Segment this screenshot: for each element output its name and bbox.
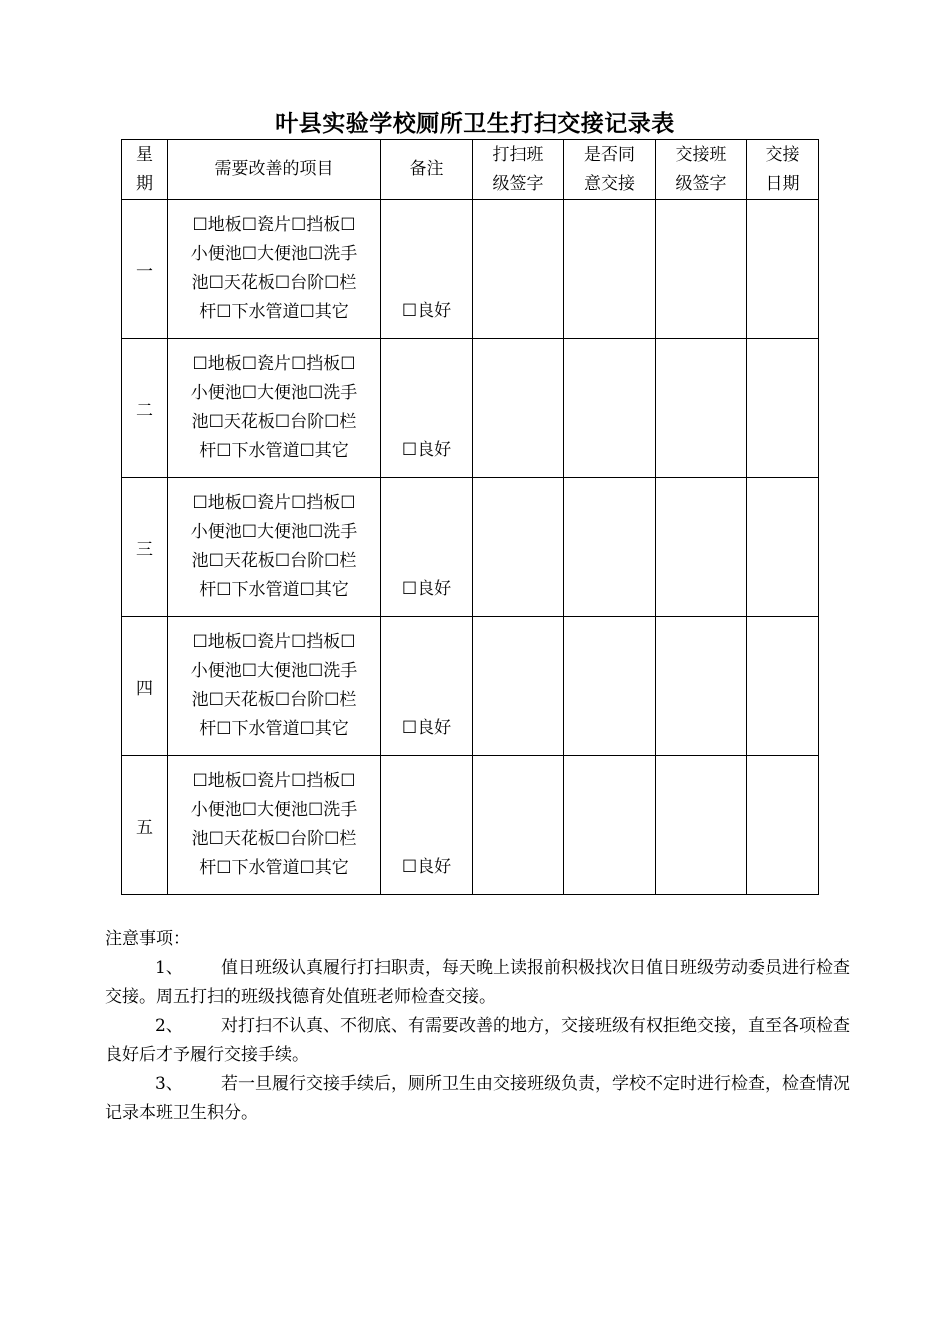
handover-date-cell[interactable]	[747, 617, 819, 756]
receiver-signature-cell[interactable]	[656, 478, 747, 617]
agree-handover-cell[interactable]	[564, 200, 656, 339]
items-cell[interactable]	[168, 756, 381, 895]
items-cell[interactable]	[168, 339, 381, 478]
table-row	[122, 478, 819, 617]
items-line: 杆☐下水管道☐其它	[199, 858, 349, 878]
table-row	[122, 339, 819, 478]
note-good-checkbox: ☐良好	[401, 717, 452, 738]
items-cell[interactable]	[168, 200, 381, 339]
day-cell: 二	[122, 339, 168, 478]
cleaner-signature-cell[interactable]	[473, 339, 564, 478]
items-line: 池☐天花板☐台阶☐栏	[191, 273, 357, 293]
header-day: 星 期	[122, 140, 168, 200]
handover-date-cell[interactable]	[747, 200, 819, 339]
page-title: 叶县实验学校厕所卫生打扫交接记录表	[275, 110, 675, 137]
items-line: 池☐天花板☐台阶☐栏	[191, 690, 357, 710]
items-line: 小便池☐大便池☐洗手	[190, 522, 358, 542]
receiver-signature-cell[interactable]	[656, 756, 747, 895]
cleaner-signature-cell[interactable]	[473, 617, 564, 756]
header-receiver-signature: 交接班 级签字	[656, 140, 747, 200]
header-cleaner-signature: 打扫班 级签字	[473, 140, 564, 200]
note-item-2: 2、 对打扫不认真、不彻底、有需要改善的地方，交接班级有权拒绝交接，直至各项检查良好后才予履行交接手续。	[105, 1016, 850, 1065]
day-cell: 一	[122, 200, 168, 339]
note-cell[interactable]	[381, 200, 473, 339]
notes-section	[105, 925, 850, 1128]
agree-handover-cell[interactable]	[564, 756, 656, 895]
table-row	[122, 756, 819, 895]
receiver-signature-cell[interactable]	[656, 617, 747, 756]
items-line: ☐地板☐瓷片☐挡板☐	[192, 493, 356, 513]
note-good-checkbox: ☐良好	[401, 856, 452, 877]
note-cell[interactable]	[381, 756, 473, 895]
note-good-checkbox: ☐良好	[401, 300, 452, 321]
items-line: 杆☐下水管道☐其它	[199, 580, 349, 600]
items-line: 池☐天花板☐台阶☐栏	[191, 412, 357, 432]
agree-handover-cell[interactable]	[564, 617, 656, 756]
cleaner-signature-cell[interactable]	[473, 478, 564, 617]
note-good-checkbox: ☐良好	[401, 578, 452, 599]
items-line: ☐地板☐瓷片☐挡板☐	[192, 354, 356, 374]
day-cell: 五	[122, 756, 168, 895]
items-line: 池☐天花板☐台阶☐栏	[191, 551, 357, 571]
items-line: ☐地板☐瓷片☐挡板☐	[192, 771, 356, 791]
day-cell: 三	[122, 478, 168, 617]
agree-handover-cell[interactable]	[564, 478, 656, 617]
header-items: 需要改善的项目	[168, 140, 381, 200]
items-line: 杆☐下水管道☐其它	[199, 441, 349, 461]
note-cell[interactable]	[381, 617, 473, 756]
header-note: 备注	[381, 140, 473, 200]
record-table	[121, 139, 819, 895]
header-row	[122, 140, 819, 200]
header-agree-handover: 是否同 意交接	[564, 140, 656, 200]
items-line: 小便池☐大便池☐洗手	[190, 383, 358, 403]
handover-date-cell[interactable]	[747, 478, 819, 617]
cleaner-signature-cell[interactable]	[473, 756, 564, 895]
items-line: 池☐天花板☐台阶☐栏	[191, 829, 357, 849]
cleaner-signature-cell[interactable]	[473, 200, 564, 339]
items-line: 杆☐下水管道☐其它	[199, 302, 349, 322]
items-line: 杆☐下水管道☐其它	[199, 719, 349, 739]
agree-handover-cell[interactable]	[564, 339, 656, 478]
day-cell: 四	[122, 617, 168, 756]
items-cell[interactable]	[168, 478, 381, 617]
table-row	[122, 617, 819, 756]
items-line: 小便池☐大便池☐洗手	[190, 800, 358, 820]
note-item-1: 1、 值日班级认真履行打扫职责，每天晚上读报前积极找次日值日班级劳动委员进行检查交接。周五打扫的班级找德育处值班老师检查交接。	[105, 958, 850, 1007]
items-line: 小便池☐大便池☐洗手	[190, 661, 358, 681]
handover-date-cell[interactable]	[747, 756, 819, 895]
items-line: 小便池☐大便池☐洗手	[190, 244, 358, 264]
note-cell[interactable]	[381, 478, 473, 617]
items-line: ☐地板☐瓷片☐挡板☐	[192, 215, 356, 235]
handover-date-cell[interactable]	[747, 339, 819, 478]
table-row	[122, 200, 819, 339]
items-cell[interactable]	[168, 617, 381, 756]
note-item-3: 3、 若一旦履行交接手续后，厕所卫生由交接班级负责，学校不定时进行检查，检查情况记录本班卫生积分。	[105, 1074, 850, 1123]
notes-heading: 注意事项：	[105, 929, 190, 949]
header-handover-date: 交接 日期	[747, 140, 819, 200]
note-good-checkbox: ☐良好	[401, 439, 452, 460]
items-line: ☐地板☐瓷片☐挡板☐	[192, 632, 356, 652]
receiver-signature-cell[interactable]	[656, 200, 747, 339]
note-cell[interactable]	[381, 339, 473, 478]
receiver-signature-cell[interactable]	[656, 339, 747, 478]
